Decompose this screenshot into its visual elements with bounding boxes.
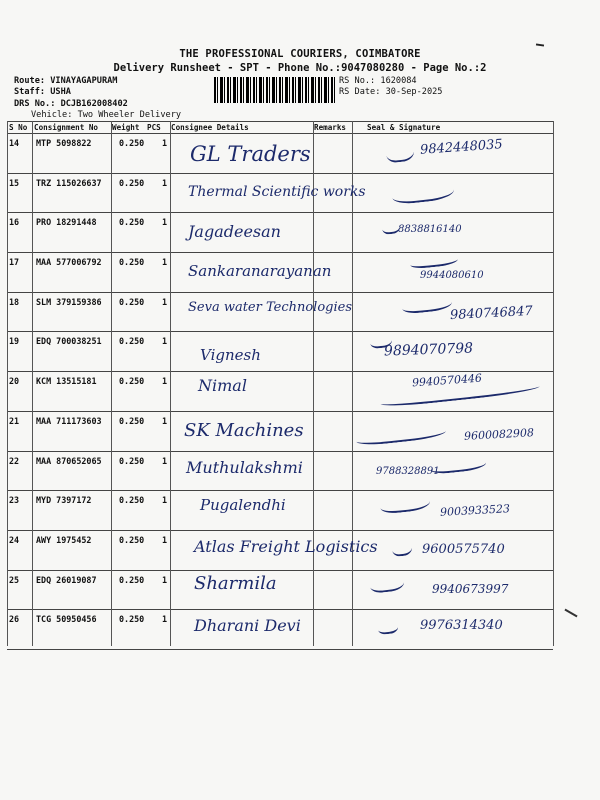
cell-weight: 0.250 xyxy=(119,614,145,625)
cell-sno: 17 xyxy=(9,257,20,268)
cell-sno: 25 xyxy=(9,574,20,585)
cell-pcs: 1 xyxy=(162,574,168,585)
cell-weight: 0.250 xyxy=(119,138,145,148)
handwritten-consignee: Jagadeesan xyxy=(188,222,281,241)
handwritten-consignee: Muthulakshmi xyxy=(186,458,303,477)
cell-consignment: MTP 5098822 xyxy=(36,138,92,148)
cell-weight: 0.250 xyxy=(119,415,145,426)
signature-phone: 9944080610 xyxy=(420,270,484,281)
signature-phone: 9940570446 xyxy=(411,371,483,390)
cell-consignment: EDQ 700038251 xyxy=(36,336,102,347)
cell-weight: 0.250 xyxy=(119,455,145,466)
cell-weight: 0.250 xyxy=(119,217,145,228)
col-signature: Seal & Signature xyxy=(367,123,441,132)
cell-weight: 0.250 xyxy=(119,257,145,268)
cell-pcs: 1 xyxy=(162,177,168,188)
cell-consignment: TCG 50950456 xyxy=(36,614,97,625)
staff-label: Staff: USHA xyxy=(14,87,71,97)
col-remarks: Remarks xyxy=(314,123,347,132)
column-divider xyxy=(32,121,33,646)
col-sno: S No xyxy=(9,123,28,132)
cell-weight: 0.250 xyxy=(119,336,145,347)
cell-weight: 0.250 xyxy=(119,296,145,307)
cell-pcs: 1 xyxy=(162,217,168,228)
cell-pcs: 1 xyxy=(162,376,168,387)
col-pcs: PCS xyxy=(147,123,161,132)
cell-sno: 15 xyxy=(9,177,20,188)
cell-consignment: MAA 577006792 xyxy=(36,257,102,268)
handwritten-consignee: Nimal xyxy=(198,376,247,395)
cell-sno: 16 xyxy=(9,217,20,228)
column-divider xyxy=(170,121,171,646)
cell-sno: 23 xyxy=(9,495,20,506)
cell-pcs: 1 xyxy=(162,336,168,347)
col-weight: Weight xyxy=(112,123,140,132)
cell-consignment: KCM 13515181 xyxy=(36,376,97,387)
handwritten-consignee: GL Traders xyxy=(190,142,311,166)
signature-phone: 9976314340 xyxy=(420,618,503,633)
handwritten-consignee: Atlas Freight Logistics xyxy=(194,537,378,556)
handwritten-consignee: SK Machines xyxy=(184,420,304,441)
column-divider xyxy=(111,121,112,646)
table-header xyxy=(7,121,553,134)
col-details: Consignee Details xyxy=(171,123,249,132)
cell-sno: 21 xyxy=(9,415,20,426)
cell-weight: 0.250 xyxy=(119,574,145,585)
signature-phone: 9894070798 xyxy=(383,340,474,360)
barcode xyxy=(214,77,336,103)
delivery-table xyxy=(7,121,553,650)
cell-pcs: 1 xyxy=(162,455,168,466)
handwritten-consignee: Sharmila xyxy=(194,573,277,594)
cell-sno: 18 xyxy=(9,296,20,307)
cell-consignment: MAA 711173603 xyxy=(36,415,102,426)
cell-consignment: PRO 18291448 xyxy=(36,217,97,228)
signature-phone: 9840746847 xyxy=(449,303,534,324)
cell-pcs: 1 xyxy=(162,257,168,268)
pen-tick-mark xyxy=(564,609,577,618)
cell-pcs: 1 xyxy=(162,415,168,426)
cell-consignment: EDQ 26019087 xyxy=(36,574,97,585)
cell-sno: 22 xyxy=(9,455,20,466)
handwritten-consignee: Thermal Scientific works xyxy=(188,184,366,200)
signature-phone: 8838816140 xyxy=(398,224,462,235)
cell-weight: 0.250 xyxy=(119,495,145,506)
cell-consignment: AWY 1975452 xyxy=(36,534,92,545)
table-border-right xyxy=(553,121,554,646)
cell-consignment: MYD 7397172 xyxy=(36,495,92,506)
vehicle-label: Vehicle: Two Wheeler Delivery xyxy=(31,110,182,120)
cell-sno: 14 xyxy=(9,138,20,148)
cell-sno: 26 xyxy=(9,614,20,625)
handwritten-consignee: Pugalendhi xyxy=(200,496,286,514)
handwritten-consignee: Seva water Technologies xyxy=(188,300,353,315)
company-title: THE PROFESSIONAL COURIERS, COIMBATORE xyxy=(179,48,421,60)
cell-consignment: MAA 870652065 xyxy=(36,455,102,466)
handwritten-consignee: Sankaranarayanan xyxy=(188,262,332,280)
pen-mark xyxy=(536,43,544,46)
signature-phone: 9003933523 xyxy=(439,502,511,519)
signature-phone: 9788328891 xyxy=(376,466,440,477)
runsheet-subtitle: Delivery Runsheet - SPT - Phone No.:9047080280 - Page No.:2 xyxy=(113,62,487,74)
rs-number: RS No.: 1620084 xyxy=(339,76,417,86)
cell-sno: 20 xyxy=(9,376,20,387)
cell-pcs: 1 xyxy=(162,296,168,307)
signature-phone: 9842448035 xyxy=(419,137,504,158)
cell-pcs: 1 xyxy=(162,614,168,625)
handwritten-consignee: Dharani Devi xyxy=(194,616,301,635)
signature-phone: 9600575740 xyxy=(422,542,505,557)
signature-phone: 9940673997 xyxy=(432,582,509,596)
table-border-left xyxy=(7,121,8,646)
col-consignment: Consignment No xyxy=(34,123,99,132)
cell-sno: 19 xyxy=(9,336,20,347)
cell-pcs: 1 xyxy=(162,138,168,148)
cell-pcs: 1 xyxy=(162,495,168,506)
handwritten-consignee: Vignesh xyxy=(200,346,261,364)
rs-date: RS Date: 30-Sep-2025 xyxy=(339,87,443,97)
drs-label: DRS No.: DCJB162008402 xyxy=(14,99,128,109)
cell-weight: 0.250 xyxy=(119,376,145,387)
route-label: Route: VINAYAGAPURAM xyxy=(14,76,118,86)
signature-phone: 9600082908 xyxy=(463,426,535,443)
cell-consignment: TRZ 115026637 xyxy=(36,177,102,188)
cell-weight: 0.250 xyxy=(119,177,145,188)
cell-sno: 24 xyxy=(9,534,20,545)
cell-weight: 0.250 xyxy=(119,534,145,545)
cell-consignment: SLM 379159386 xyxy=(36,296,102,307)
cell-pcs: 1 xyxy=(162,534,168,545)
